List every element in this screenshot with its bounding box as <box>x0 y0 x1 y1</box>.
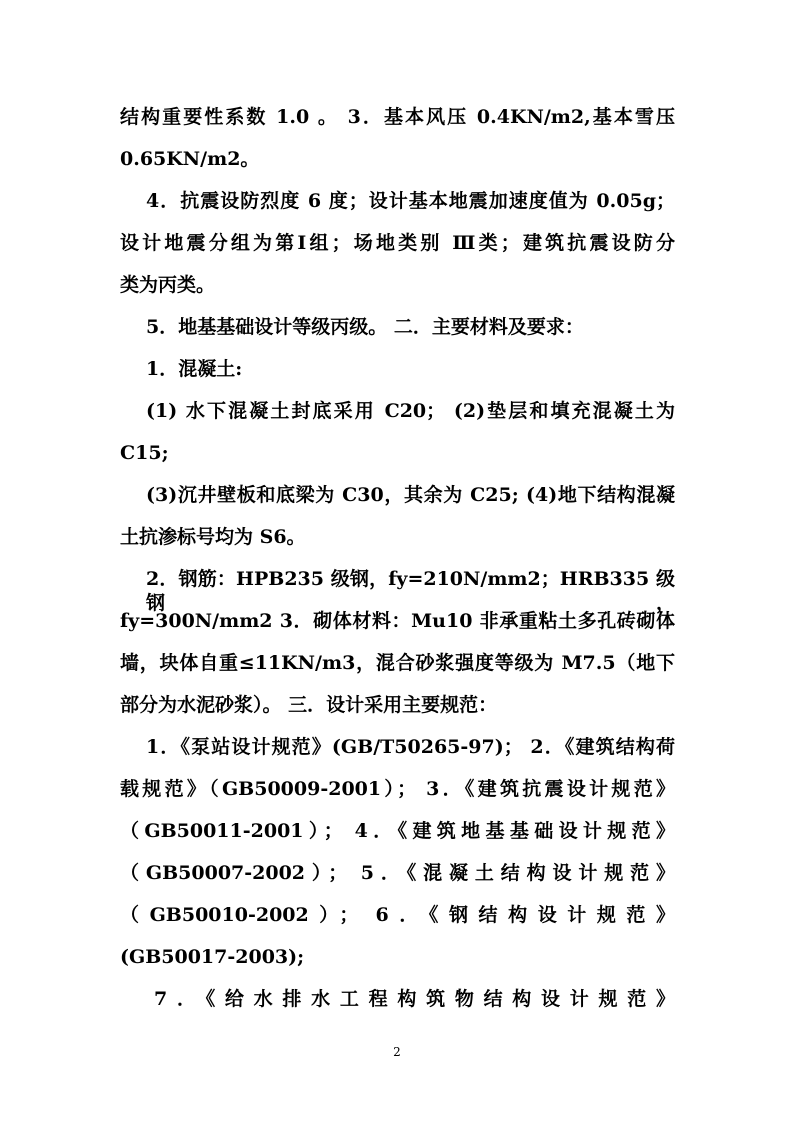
text-line: 0.65KN/m2。 <box>120 148 260 170</box>
text-line: (1) 水下混凝土封底采用 C20； (2)垫层和填充混凝土为 <box>146 400 675 422</box>
text-line: （GB50010-2002）； 6．《钢结构设计规范》 <box>120 904 675 926</box>
text-line: 4．抗震设防烈度 6 度；设计基本地震加速度值为 0.05g； <box>146 190 675 212</box>
text-line: (GB50017-2003); <box>120 946 305 968</box>
text-line: 1．混凝土: <box>146 358 243 380</box>
text-line: （GB50011-2001）； 4．《建筑地基基础设计规范》 <box>120 820 675 842</box>
text-line: C15; <box>120 442 169 464</box>
text-line: 结构重要性系数 1.0 。 3．基本风压 0.4KN/m2,基本雪压 <box>120 106 675 128</box>
page-number: 2 <box>393 1045 401 1059</box>
text-line: 土抗渗标号均为 S6。 <box>120 526 306 548</box>
text-line: (3)沉井壁板和底梁为 C30，其余为 C25; (4)地下结构混凝 <box>146 484 675 506</box>
text-line: 部分为水泥砂浆）。 三．设计采用主要规范： <box>120 694 498 716</box>
text-line: 7．《给水排水工程构筑物结构设计规范》 <box>154 988 675 1010</box>
text-line: 墙，块体自重≤11KN/m3，混合砂浆强度等级为 M7.5（地下 <box>120 652 675 674</box>
text-line: 载规范》（GB50009-2001）； 3．《建筑抗震设计规范》 <box>120 778 675 800</box>
text-line: fy=300N/mm2 3．砌体材料：Mu10 非承重粘土多孔砖砌体 <box>120 610 675 632</box>
text-line: 1．《泵站设计规范》(GB/T50265-97)； 2．《建筑结构荷 <box>146 736 675 758</box>
text-line: 2．钢筋：HPB235 级钢，fy=210N/mm2；HRB335 级钢， <box>146 568 675 614</box>
text-line: 设计地震分组为第Ⅰ组；场地类别 Ⅲ类；建筑抗震设防分 <box>120 232 675 254</box>
text-line: （GB50007-2002）； 5．《混凝土结构设计规范》 <box>120 862 675 884</box>
text-line: 类为丙类。 <box>120 274 216 296</box>
text-line: 5．地基基础设计等级丙级。 二．主要材料及要求： <box>146 316 584 338</box>
